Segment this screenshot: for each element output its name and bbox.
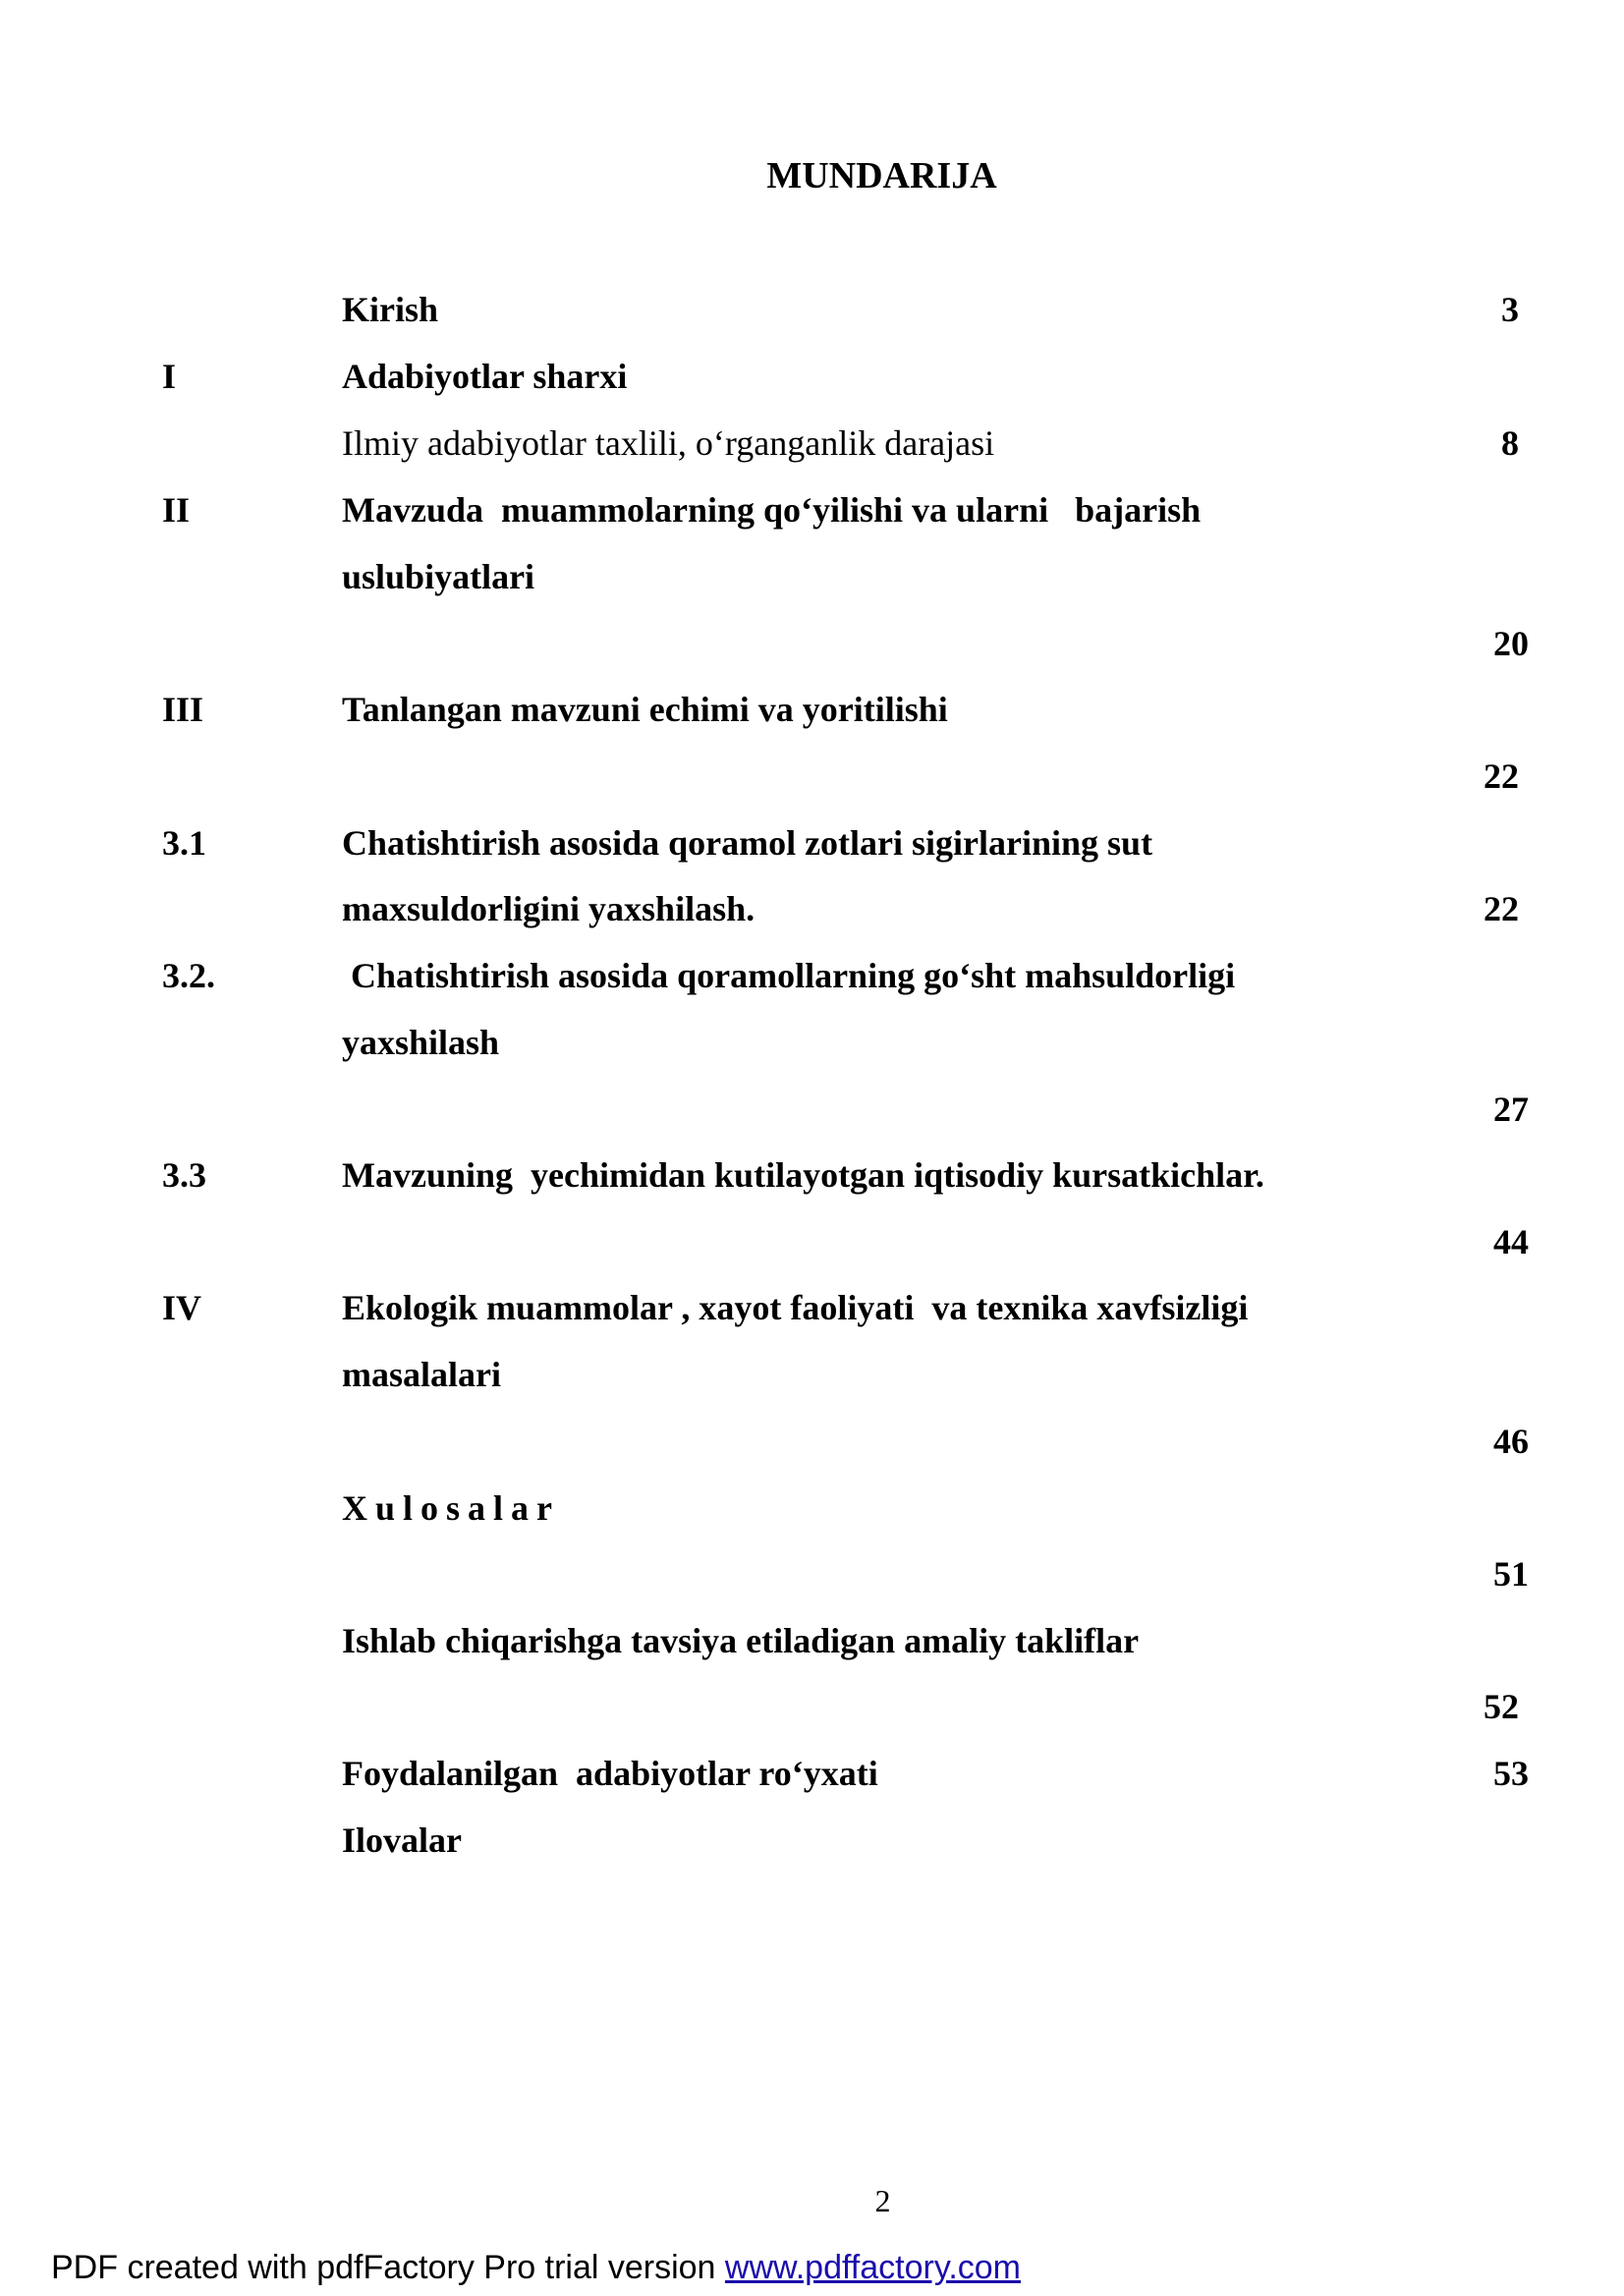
toc-sec1-label: Adabiyotlar sharxi [342, 357, 628, 396]
toc-adabiyotlar-label: Foydalanilgan adabiyotlar ro‘yxati [342, 1754, 878, 1793]
toc-sec2-number: II [162, 490, 191, 530]
toc-sec4-number: IV [162, 1288, 202, 1327]
toc-sec3-page: 22 [1484, 756, 1519, 796]
toc-sec3-3-number: 3.3 [162, 1155, 206, 1195]
toc-sec4-label-line2: masalalari [342, 1355, 501, 1394]
toc-sec3-3-label: Mavzuning yechimidan kutilayotgan iqtisodiy kursatkichlar. [342, 1155, 1264, 1195]
toc-sec3-3-page: 44 [1493, 1222, 1529, 1261]
page-title: MUNDARIJA [766, 155, 997, 196]
pdf-footer-text: PDF created with pdfFactory Pro trial version [51, 2249, 725, 2286]
toc-sec1-sub-label: Ilmiy adabiyotlar taxlili, o‘rganganlik darajasi [342, 423, 995, 463]
toc-sec1-number: I [162, 357, 177, 396]
toc-xulosalar-page: 51 [1493, 1554, 1529, 1594]
toc-sec3-1-number: 3.1 [162, 823, 206, 863]
toc-sec3-2-page: 27 [1493, 1090, 1529, 1129]
pdf-footer [51, 2246, 1021, 2289]
toc-sec3-1-page: 22 [1484, 889, 1519, 928]
toc-sec3-2-label-line1: Chatishtirish asosida qoramollarning go‘sht mahsuldorligi [342, 956, 1236, 995]
page-number: 2 [874, 2183, 891, 2218]
toc-sec3-1-label-line2: maxsuldorligini yaxshilash. [342, 889, 756, 928]
toc-sec3-2-label-line2: yaxshilash [342, 1023, 500, 1062]
toc-sec2-page: 20 [1493, 624, 1529, 663]
toc-kirish-page: 3 [1501, 290, 1519, 329]
toc-sec3-1-label-line1: Chatishtirish asosida qoramol zotlari sigirlarining sut [342, 823, 1153, 863]
pdf-footer-link[interactable]: www.pdffactory.com [724, 2249, 1021, 2286]
toc-kirish-label: Kirish [342, 290, 439, 329]
toc-sec2-label-line2: uslubiyatlari [342, 557, 535, 596]
toc-sec3-2-number: 3.2. [162, 956, 215, 995]
toc-sec3-number: III [162, 690, 204, 729]
toc-ilovalar-label: Ilovalar [342, 1820, 462, 1860]
toc-takliflar-page: 52 [1484, 1687, 1519, 1726]
toc-sec4-page: 46 [1493, 1422, 1529, 1461]
toc-takliflar-label: Ishlab chiqarishga tavsiya etiladigan amaliy takliflar [342, 1621, 1140, 1660]
toc-sec1-sub-page: 8 [1501, 423, 1519, 463]
toc-xulosalar-label: Xulosalar [342, 1488, 561, 1528]
toc-sec2-label-line1: Mavzuda muammolarning qo‘yilishi va ularni bajarish [342, 490, 1202, 530]
toc-adabiyotlar-page: 53 [1493, 1754, 1529, 1793]
toc-sec4-label-line1: Ekologik muammolar , xayot faoliyati va texnika xavfsizligi [342, 1288, 1249, 1327]
toc-sec3-label: Tanlangan mavzuni echimi va yoritilishi [342, 690, 948, 729]
